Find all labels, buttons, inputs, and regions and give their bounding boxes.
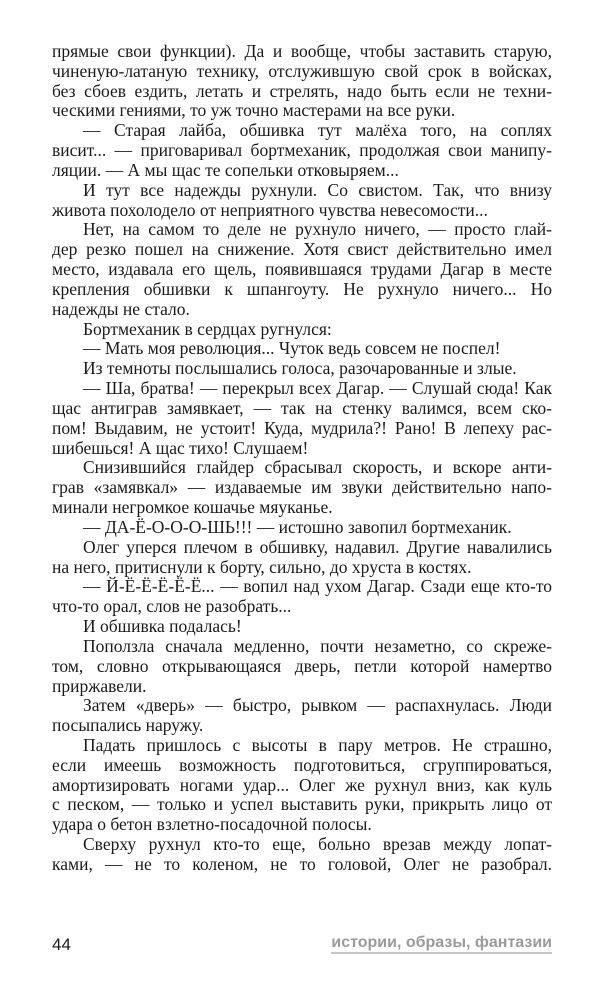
text-line: И тут все надежды рухнули. Со свистом. Так, что внизу	[83, 179, 552, 200]
text-line: дер резко пошел на снижение. Хотя свист действительно имел	[52, 239, 552, 260]
text-line: ками, — не то коленом, не то головой, Олег не разобрал.	[52, 853, 552, 874]
text-line: место, издавала его щель, появившаяся трудами Дагар в месте	[52, 259, 552, 280]
text-line: грав «замявкал» — издаваемые им звуки действительно напо-	[52, 477, 552, 498]
text-line: висит... — приговаривал бортмеханик, продолжая свои манипу-	[52, 140, 552, 161]
text-line: Нет, на самом то деле не рухнуло ничего, — просто глай-	[83, 219, 552, 240]
text-line: надежды не стало.	[52, 298, 190, 319]
text-line: — Старая лайба, обшивка тут малёха того, на соплях	[83, 120, 552, 141]
text-line: Сверху рухнул кто-то еще, больно врезав между лопат-	[83, 834, 552, 855]
text-line: если имеешь возможность подготовиться, сгруппироваться,	[52, 754, 552, 775]
text-line: — Ша, братва! — перекрыл всех Дагар. — Слушай сюда! Как	[83, 378, 552, 399]
text-line: Из темноты послышались голоса, разочарованные и злые.	[83, 358, 517, 379]
page-body-text	[52, 42, 552, 875]
text-line: Поползла сначала медленно, почти незаметно, со скреже-	[83, 635, 552, 656]
text-line: — Мать моя революция... Чуток ведь совсем не поспел!	[83, 338, 501, 359]
text-line: Бортмеханик в сердцах ругнулся:	[83, 318, 332, 339]
page-number: 44	[52, 935, 71, 954]
text-line: что-то орал, слов не разобрать...	[52, 596, 292, 617]
text-line: без сбоев ездить, летать и стрелять, надо быть если не техни-	[52, 80, 552, 101]
text-line: Снизившийся глайдер сбрасывал скорость, и вскоре анти-	[83, 457, 552, 478]
text-line: приржавели.	[52, 675, 147, 696]
text-line: амортизировать ногами удар... Олег же рухнул вниз, как куль	[52, 774, 552, 795]
text-line: на него, притиснули к борту, сильно, до хруста в костях.	[52, 556, 472, 577]
text-line: Падать пришлось с высоты в пару метров. Не страшно,	[83, 734, 552, 755]
text-line: — Й-Ё-Ё-Ё-Ё-Ё... — вопил над ухом Дагар. Сзади еще кто-то	[83, 576, 552, 597]
text-line: чиненую-латаную технику, отслужившую свой срок в войсках,	[52, 60, 552, 81]
text-line: Затем «дверь» — быстро, рывком — распахнулась. Люди	[83, 695, 552, 716]
text-line: Олег уперся плечом в обшивку, надавил. Другие навалились	[83, 536, 552, 557]
text-line: И обшивка подалась!	[83, 616, 242, 637]
text-line: шибешься! А щас тихо! Слушаем!	[52, 437, 309, 458]
text-line: щас антиграв замявкает, — так на стенку валимся, всем ско-	[52, 397, 552, 418]
text-line: удара о бетон взлетно-посадочной полосы.	[52, 814, 372, 835]
text-line: ческими гениями, то уж точно мастерами на все руки.	[52, 100, 456, 121]
text-line: посыпались наружу.	[52, 715, 204, 736]
text-line: том, словно открывающаяся дверь, петли которой намертво	[52, 655, 552, 676]
running-title: истории, образы, фантазии	[331, 934, 552, 954]
text-line: крепления обшивки к шпангоуту. Не рухнуло ничего... Но	[52, 278, 552, 299]
text-line: с песком, — только и успел выставить руки, прикрыть лицо от	[52, 794, 552, 815]
text-line: — ДА-Ё-О-О-О-ШЬ!!! — истошно завопил бортмеханик.	[83, 516, 512, 537]
text-line: живота похолодело от неприятного чувства невесомости...	[52, 199, 488, 220]
text-line: пом! Выдавим, не устоит! Куда, мудрила?! Рано! В лепеху рас-	[52, 417, 552, 438]
text-line: ляции. — А мы щас те сопельки отковыряем...	[52, 159, 399, 180]
text-line: прямые свои функции). Да и вообще, чтобы заставить старую,	[52, 41, 552, 61]
text-line: минали негромкое кошачье мяуканье.	[52, 497, 333, 518]
